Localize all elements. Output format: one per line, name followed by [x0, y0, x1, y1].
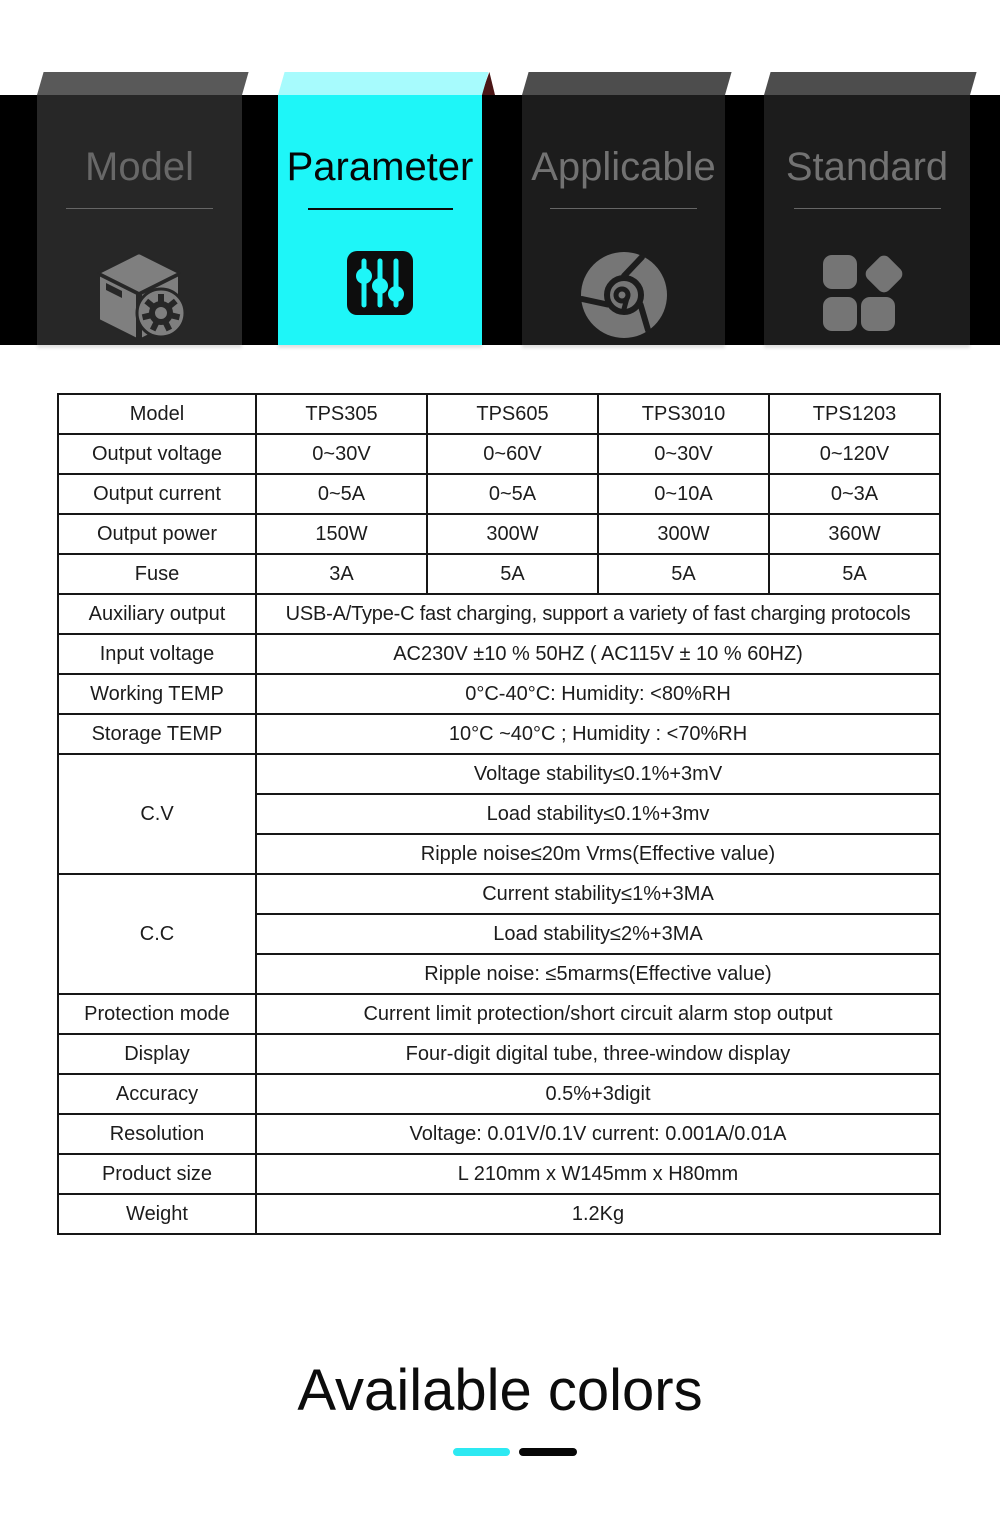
tab-applicable[interactable] [522, 95, 725, 345]
table-row [58, 674, 940, 714]
tab-applicable-top-face [522, 72, 732, 95]
cell: 10°C ~40°C ; Humidity : <70%RH [256, 714, 940, 754]
cell: Ripple noise≤20m Vrms(Effective value) [256, 834, 940, 874]
cell: 0~60V [427, 434, 598, 474]
available-colors-heading: Available colors [297, 1358, 703, 1423]
tab-model[interactable] [37, 95, 242, 345]
cell: 5A [427, 554, 598, 594]
tab-parameter[interactable] [278, 95, 482, 345]
table-row [58, 1154, 940, 1194]
row-label: Resolution [58, 1114, 256, 1154]
black-color-dash [519, 1448, 577, 1456]
tab-model-top-face [37, 72, 249, 95]
table-row [58, 1114, 940, 1154]
row-label: Storage TEMP [58, 714, 256, 754]
cell: 0.5%+3digit [256, 1074, 940, 1114]
column-header: TPS1203 [769, 394, 940, 434]
shapes-grid-icon [764, 249, 970, 337]
cell: 150W [256, 514, 427, 554]
cell: 0~120V [769, 434, 940, 474]
tab-underline [308, 208, 453, 210]
table-header-row [58, 394, 940, 434]
cell: Voltage: 0.01V/0.1V current: 0.001A/0.01A [256, 1114, 940, 1154]
cell: 300W [427, 514, 598, 554]
row-label: Product size [58, 1154, 256, 1194]
table-row [58, 474, 940, 514]
row-label: Output power [58, 514, 256, 554]
sliders-icon [278, 250, 482, 316]
cell: 0~30V [256, 434, 427, 474]
row-label: Output current [58, 474, 256, 514]
cell: Current stability≤1%+3MA [256, 874, 940, 914]
tab-standard[interactable] [764, 95, 970, 345]
row-label: Working TEMP [58, 674, 256, 714]
cell: 0~5A [427, 474, 598, 514]
cell: 0°C-40°C: Humidity: <80%RH [256, 674, 940, 714]
cell: L 210mm x W145mm x H80mm [256, 1154, 940, 1194]
cell: 1.2Kg [256, 1194, 940, 1234]
row-label: Input voltage [58, 634, 256, 674]
cell: 5A [769, 554, 940, 594]
table-row [58, 514, 940, 554]
table-row [58, 1194, 940, 1234]
tab-applicable-label: Applicable [531, 145, 716, 189]
table-row [58, 754, 940, 794]
color-dash-row [15, 1448, 1000, 1456]
table-row [58, 714, 940, 754]
table-row [58, 1074, 940, 1114]
tab-standard-label: Standard [785, 145, 949, 189]
table-row [58, 594, 940, 634]
box-gear-icon [37, 249, 242, 341]
cell: 0~3A [769, 474, 940, 514]
cell: 3A [256, 554, 427, 594]
row-label: Protection mode [58, 994, 256, 1034]
tab-model-label: Model [85, 145, 194, 189]
column-header: TPS3010 [598, 394, 769, 434]
cyan-color-dash [453, 1448, 510, 1456]
row-label: Auxiliary output [58, 594, 256, 634]
tab-underline [550, 208, 697, 209]
cell: Load stability≤2%+3MA [256, 914, 940, 954]
cell: 300W [598, 514, 769, 554]
cell: 360W [769, 514, 940, 554]
table-row [58, 434, 940, 474]
row-label: Output voltage [58, 434, 256, 474]
group-label: C.C [58, 874, 256, 994]
column-header: TPS605 [427, 394, 598, 434]
row-label: Display [58, 1034, 256, 1074]
cell: Four-digit digital tube, three-window display [256, 1034, 940, 1074]
spec-table [57, 393, 941, 1235]
tab-parameter-top-face [278, 72, 489, 95]
cell: 0~30V [598, 434, 769, 474]
tab-strip [0, 0, 1000, 345]
table-row [58, 554, 940, 594]
cell: USB-A/Type-C fast charging, support a variety of fast charging protocols [256, 594, 940, 634]
cell: Load stability≤0.1%+3mv [256, 794, 940, 834]
cell: 5A [598, 554, 769, 594]
cell: Voltage stability≤0.1%+3mV [256, 754, 940, 794]
tab-underline [794, 208, 941, 209]
row-label: Weight [58, 1194, 256, 1234]
tab-underline [66, 208, 213, 209]
row-label: Accuracy [58, 1074, 256, 1114]
group-label: C.V [58, 754, 256, 874]
table-row [58, 1034, 940, 1074]
table-row [58, 634, 940, 674]
row-label: Fuse [58, 554, 256, 594]
column-header: Model [58, 394, 256, 434]
cell: 0~5A [256, 474, 427, 514]
column-header: TPS305 [256, 394, 427, 434]
cell: Ripple noise: ≤5marms(Effective value) [256, 954, 940, 994]
chrome-icon [522, 249, 725, 341]
table-row [58, 994, 940, 1034]
table-row [58, 874, 940, 914]
tab-standard-top-face [764, 72, 977, 95]
cell: 0~10A [598, 474, 769, 514]
cell: AC230V ±10 % 50HZ ( AC115V ± 10 % 60HZ) [256, 634, 940, 674]
cell: Current limit protection/short circuit alarm stop output [256, 994, 940, 1034]
tab-parameter-label: Parameter [286, 145, 474, 189]
